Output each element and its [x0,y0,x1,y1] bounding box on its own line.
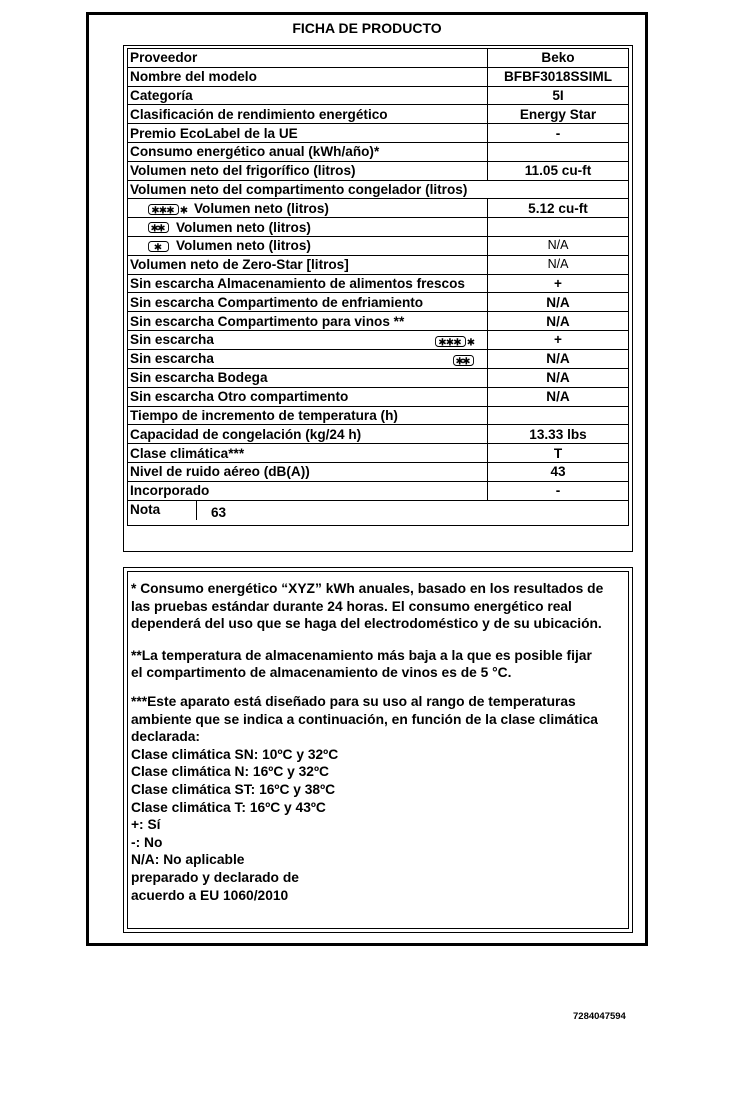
spec-label: Tiempo de incremento de temperatura (h) [128,406,488,425]
spec-value: + [488,274,629,293]
spec-value: Beko [488,49,629,68]
footnote-climate [131,693,628,904]
spec-value: - [488,481,629,500]
spec-table [127,48,629,526]
spec-label-text: Sin escarcha [130,350,214,366]
footnote-line: dependerá del uso que se haga del electrodoméstico y de su ubicación. [131,616,602,632]
spec-label [128,199,488,218]
footnote-line: N/A: No aplicable [131,852,245,868]
spec-label: Incorporado [128,481,488,500]
spec-label: Consumo energético anual (kWh/año)* [128,142,488,161]
footnote-line: ambiente que se indica a continuación, en función de la clase climática [131,711,598,727]
spec-row [128,274,629,293]
footnote-line: +: Sí [131,817,161,833]
note-label: Nota [130,501,197,520]
page-title: FICHA DE PRODUCTO [292,20,442,36]
svg-text:✱: ✱ [157,223,166,234]
footnote-wine [131,647,628,682]
spec-value: BFBF3018SSIML [488,67,629,86]
spec-row [128,161,629,180]
spec-table-frame [123,45,633,552]
footnote-line: Clase climática ST: 16ºC y 38ºC [131,781,336,797]
spec-label: Volumen neto del frigorífico (litros) [128,161,488,180]
spec-value: - [488,124,629,143]
footnote-line: preparado y declarado de [131,869,299,885]
svg-text:✱: ✱ [166,205,175,215]
svg-text:✱: ✱ [151,205,160,215]
footnote-line: declarada: [131,729,201,745]
svg-text:✱: ✱ [453,337,462,347]
footnote-line: el compartimento de almacenamiento de vinos es de 5 °C. [131,665,512,681]
spec-label [128,218,488,237]
spec-value: T [488,444,629,463]
spec-value [488,406,629,425]
footnote-line: -: No [131,834,163,850]
spec-value [488,142,629,161]
spec-label: Sin escarcha Compartimento para vinos ** [128,312,488,331]
spec-row [128,67,629,86]
spec-label: Sin escarcha Compartimento de enfriamiento [128,293,488,312]
svg-text:✱: ✱ [438,337,447,347]
spec-value: 11.05 cu-ft [488,161,629,180]
spec-row [128,86,629,105]
spec-label [128,349,488,368]
spec-row [128,444,629,463]
spec-value: + [488,330,629,349]
spec-row [128,368,629,387]
spec-value: N/A [488,368,629,387]
svg-text:✱: ✱ [462,356,471,366]
spec-value: N/A [488,387,629,406]
spec-label: Nombre del modelo [128,67,488,86]
spec-label: Categoría [128,86,488,105]
product-sheet-frame [86,12,648,946]
spec-value: N/A [488,255,629,274]
spec-row [128,124,629,143]
spec-label-text: Sin escarcha [130,331,214,347]
spec-label: Clasificación de rendimiento energético [128,105,488,124]
svg-text:✱: ✱ [158,205,168,215]
spec-value: 5I [488,86,629,105]
spec-row [128,330,629,349]
footnote-line: **La temperatura de almacenamiento más baja a la que es posible fijar [131,647,592,663]
spec-value: N/A [488,293,629,312]
svg-text:✱: ✱ [153,242,163,253]
spec-value: N/A [488,349,629,368]
spec-row [128,236,629,255]
spec-row [128,49,629,68]
footnotes-box [127,571,629,929]
spec-label: Proveedor [128,49,488,68]
spec-label: Sin escarcha Bodega [128,368,488,387]
svg-text:✱: ✱ [445,337,455,347]
spec-value: N/A [488,312,629,331]
spec-row [128,349,629,368]
footnote-line: Clase climática T: 16ºC y 43ºC [131,799,326,815]
footnote-line: Clase climática SN: 10ºC y 32ºC [131,746,339,762]
spec-value [488,218,629,237]
footnote-line: * Consumo energético “XYZ” kWh anuales, basado en los resultados de [131,581,604,596]
spec-row [128,462,629,481]
spec-row [128,199,629,218]
spec-row [128,180,629,199]
note-row [128,500,629,525]
footnote-energy [131,580,628,633]
note-value: 63 [211,504,227,520]
svg-text:✱: ✱ [455,356,464,366]
spec-label: Clase climática*** [128,444,488,463]
spec-row [128,481,629,500]
footnote-line: las pruebas estándar durante 24 horas. El consumo energético real [131,598,572,614]
spec-row [128,105,629,124]
spec-value: 13.33 lbs [488,425,629,444]
svg-text:✱: ✱ [150,223,159,234]
spec-row [128,425,629,444]
svg-text:✱: ✱ [466,337,475,347]
star-rating-icon [148,204,188,215]
spec-label: Capacidad de congelación (kg/24 h) [128,425,488,444]
spec-label: Volumen neto del compartimento congelador (litros) [128,180,629,199]
star-rating-icon [453,355,475,366]
footnote-line: Clase climática N: 16ºC y 32ºC [131,764,329,780]
spec-label: Volumen neto de Zero-Star [litros] [128,255,488,274]
footnote-line: acuerdo a EU 1060/2010 [131,887,289,903]
spec-value: 5.12 cu-ft [488,199,629,218]
document-code: 7284047594 [573,1011,626,1022]
footnote-line: ***Este aparato está diseñado para su uso al rango de temperaturas [131,693,576,709]
spec-label: Sin escarcha Almacenamiento de alimentos frescos [128,274,488,293]
spec-label: Sin escarcha Otro compartimento [128,387,488,406]
spec-label: Premio EcoLabel de la UE [128,124,488,143]
spec-label [128,330,488,349]
star-rating-icon [148,222,170,233]
spec-label-text: Volumen neto (litros) [176,238,311,254]
spec-value: N/A [488,236,629,255]
spec-row [128,218,629,237]
note-cell [128,500,629,525]
spec-row [128,312,629,331]
spec-label [128,236,488,255]
spec-row [128,293,629,312]
footnotes-frame [123,567,633,933]
star-rating-icon [435,336,475,347]
spec-row [128,142,629,161]
spec-row [128,255,629,274]
svg-text:✱: ✱ [179,205,188,215]
spec-label-text: Volumen neto (litros) [176,219,311,235]
spec-label-text: Volumen neto (litros) [194,200,329,216]
spec-row [128,387,629,406]
spec-row [128,406,629,425]
star-rating-icon [148,241,170,252]
spec-label: Nivel de ruido aéreo (dB(A)) [128,462,488,481]
spec-value: Energy Star [488,105,629,124]
spec-value: 43 [488,462,629,481]
